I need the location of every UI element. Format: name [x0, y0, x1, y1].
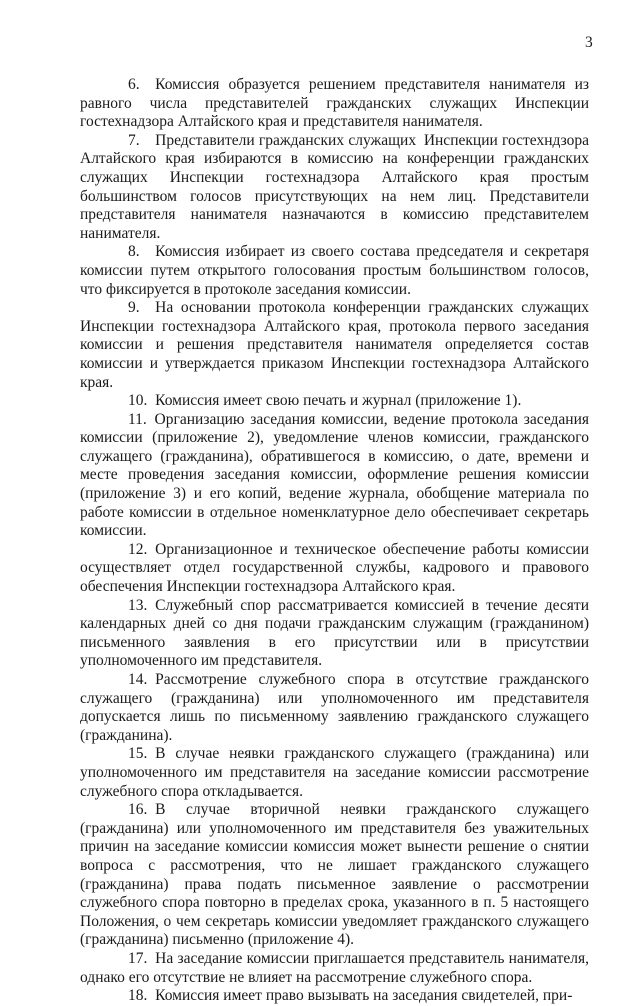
- paragraph-16: 16. В случае вторичной неявки гражданского служащего (гражданина) или уполномоченного им представителя без уважительных причин на заседание комиссии комиссия может вынести решение о снятии вопроса с рассмотрения, что не лишает гражданского служащего (гражданина) права подать письменное заявление о рассмотрении служебного спора повторно в пределах срока, указанного в п. 5 настоящего Положения, о чем секретарь комиссии уведомляет гражданского служащего (гражданина) письменно (приложение 4).: [80, 801, 589, 949]
- paragraph-9: 9. На основании протокола конференции гражданских служащих Инспекции гостехнадзора Алтайского края, протокола первого заседания комиссии и решения представителя нанимателя определяется состав комиссии и утверждается приказом Инспекции гостехнадзора Алтайского края.: [80, 299, 589, 391]
- paragraph-14: 14. Рассмотрение служебного спора в отсутствие гражданского служащего (гражданина) или уполномоченного им представителя допускается лишь по письменному заявлению гражданского служащего (гражданина).: [80, 671, 589, 744]
- paragraph-7: 7. Представители гражданских служащих Инспекции гостехндзора Алтайского края избираются в комиссию на конференции гражданских служащих Инспекции гостехнадзора Алтайского края простым большинством голосов присутствующих на нем лиц. Представители представителя нанимателя назначаются в комиссию представителем нанимателя.: [80, 131, 589, 242]
- paragraph-6: 6. Комиссия образуется решением представителя нанимателя из равного числа представителей гражданских служащих Инспекции гостехнадзора Алтайского края и представителя нанимателя.: [80, 76, 589, 131]
- paragraph-12: 12. Организационное и техническое обеспечение работы комиссии осуществляет отдел государственной службы, кадрового и правового обеспечения Инспекции гостехнадзора Алтайского края.: [80, 540, 589, 596]
- paragraph-17: 17. На заседание комиссии приглашается представитель нанимателя, однако его отсутствие не влияет на рассмотрение служебного спора.: [80, 949, 589, 986]
- page-number: 3: [585, 34, 593, 51]
- paragraph-8: 8. Комиссия избирает из своего состава председателя и секретаря комиссии путем открытого голосования простым большинством голосов, что фиксируется в протоколе заседания комиссии.: [80, 243, 589, 298]
- paragraph-11: 11. Организацию заседания комиссии, ведение протокола заседания комиссии (приложение 2), уведомление членов комиссии, гражданского служащего (гражданина), обратившегося в комиссию, о дате, времени и месте проведения заседания комиссии, оформление решения комиссии (приложение 3) и его копий, ведение журнала, обобщение материала по работе комиссии в отдельное номенклатурное дело обеспечивает секретарь комиссии.: [80, 410, 589, 540]
- paragraph-15: 15. В случае неявки гражданского служащего (гражданина) или уполномоченного им представителя на заседание комиссии рассмотрение служебного спора откладывается.: [80, 745, 589, 800]
- document-body: [80, 76, 589, 1006]
- paragraph-18: 18. Комиссия имеет право вызывать на заседания свидетелей, при-: [128, 987, 573, 1005]
- paragraph-13: 13. Служебный спор рассматривается комиссией в течение десяти календарных дней со дня подачи гражданским служащим (гражданином) письменного заявления в его присутствии или в присутствии уполномоченного им представителя.: [80, 596, 589, 670]
- paragraph-10: 10. Комиссия имеет свою печать и журнал (приложение 1).: [128, 392, 522, 410]
